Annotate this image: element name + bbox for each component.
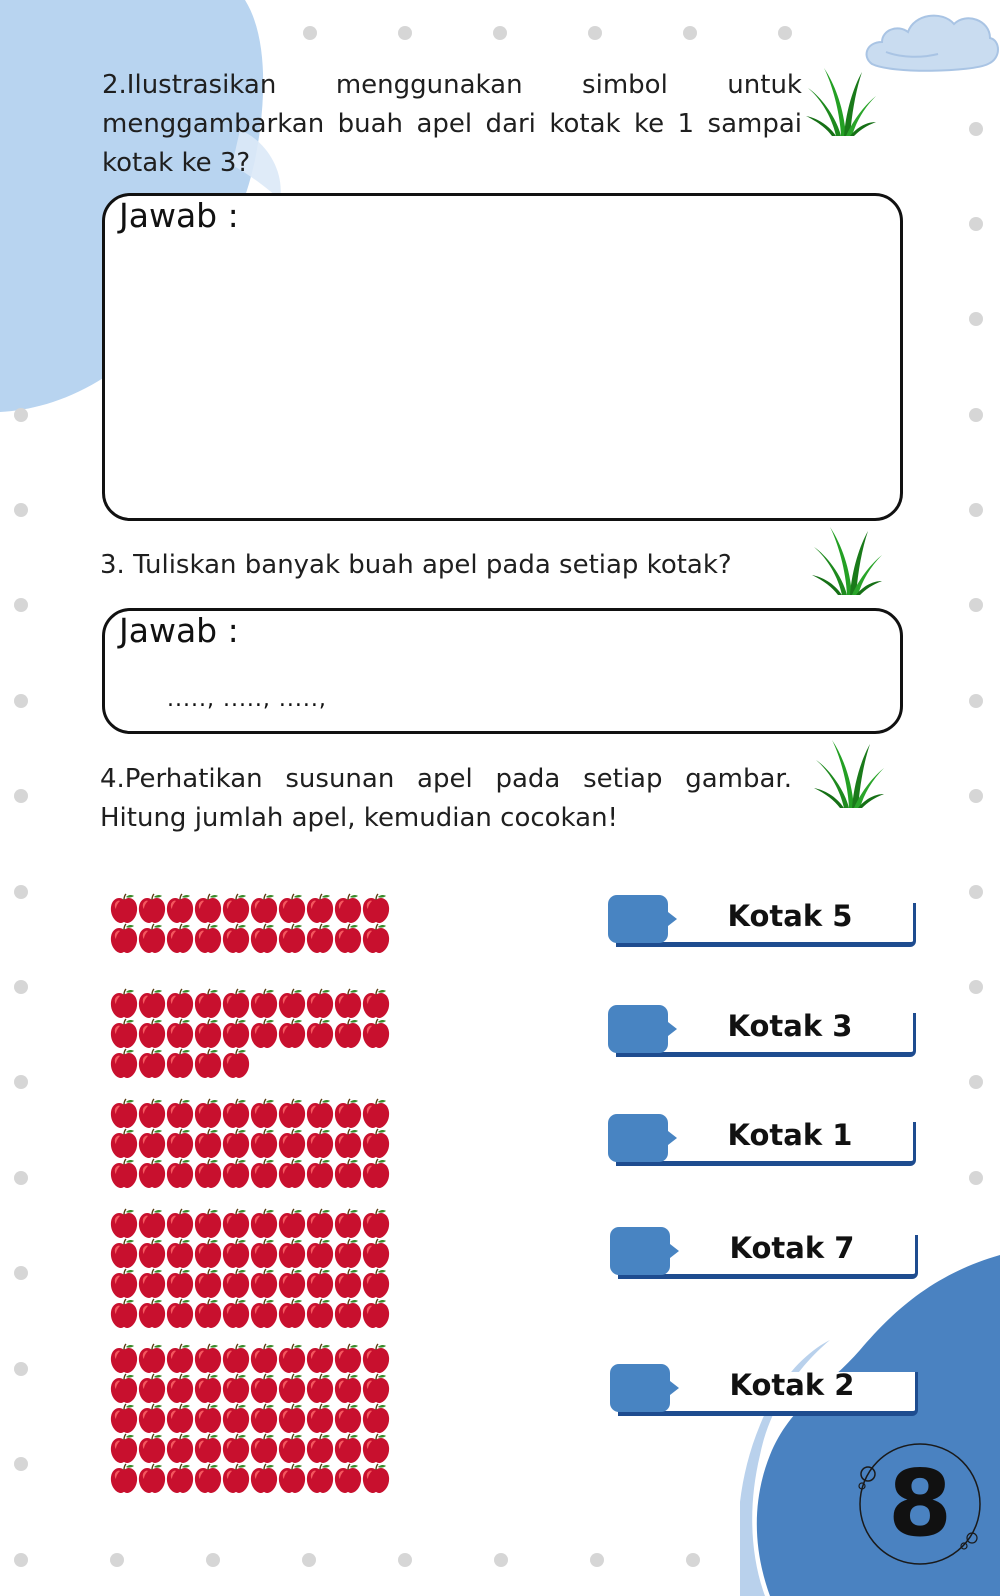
apple-icon [195,1099,221,1128]
apple-icon [195,1209,221,1238]
apple-icon [167,1019,193,1048]
apple-icon [167,1434,193,1463]
apple-icon [223,1129,249,1158]
apple-icon [335,1209,361,1238]
apple-icon [335,989,361,1018]
apple-icon [139,1464,165,1493]
apple-icon [251,989,277,1018]
apple-icon [279,1269,305,1298]
apple-icon [223,924,249,953]
apple-icon [363,989,389,1018]
apple-icon [363,1129,389,1158]
apple-icon [307,1374,333,1403]
match-label-kotak-3[interactable] [608,1005,918,1063]
apple-icon [139,1019,165,1048]
match-label-kotak-2[interactable] [610,1364,920,1422]
apple-icon [307,1099,333,1128]
apple-icon [307,1434,333,1463]
apple-icon [251,1269,277,1298]
apple-icon [139,1269,165,1298]
answer-label: Jawab : [119,196,239,235]
answer-label: Jawab : [119,611,239,650]
apple-icon [279,1374,305,1403]
apple-icon [363,1099,389,1128]
apple-icon [139,1099,165,1128]
apple-icon [195,1239,221,1268]
apple-icon [195,1299,221,1328]
apple-icon [167,1239,193,1268]
apple-icon [195,1019,221,1048]
apple-icon [251,1464,277,1493]
apple-icon [195,1374,221,1403]
apple-icon [279,1099,305,1128]
apple-icon [335,1404,361,1433]
apple-icon [335,1434,361,1463]
apple-icon [363,894,389,923]
apple-icon [251,1209,277,1238]
apple-icon [111,1299,137,1328]
match-label-text: Kotak 1 [727,1118,853,1152]
apple-icon [279,924,305,953]
match-label-kotak-1[interactable] [608,1114,918,1172]
apple-icon [223,1099,249,1128]
apple-icon [279,1404,305,1433]
apple-icon [251,1434,277,1463]
apple-icon [251,1099,277,1128]
apple-icon [111,1019,137,1048]
apple-icon [195,894,221,923]
apple-icon [363,1019,389,1048]
apple-icon [111,1404,137,1433]
match-label-kotak-7[interactable] [610,1227,920,1285]
apple-icon [167,1404,193,1433]
apple-icon [167,1374,193,1403]
apple-icon [111,1049,137,1078]
apple-icon [251,1019,277,1048]
apple-icon [167,1099,193,1128]
grass-icon [812,525,882,597]
apple-group-3 [110,1097,400,1193]
apple-icon [111,1464,137,1493]
apple-icon [223,1209,249,1238]
apple-icon [139,1344,165,1373]
apple-icon [195,1464,221,1493]
apple-icon [363,1159,389,1188]
apple-icon [167,1129,193,1158]
apple-icon [363,924,389,953]
question-2-text: 2.Ilustrasikan menggunakan simbol untuk menggambarkan buah apel dari kotak ke 1 sampai kotak ke 3? [102,70,802,178]
apple-icon [279,1434,305,1463]
apple-icon [335,1239,361,1268]
apple-icon [335,894,361,923]
apple-icon [279,1159,305,1188]
apple-icon [111,1239,137,1268]
apple-icon [335,1374,361,1403]
apple-icon [307,1239,333,1268]
apple-icon [307,1019,333,1048]
apple-icon [111,1159,137,1188]
apple-icon [195,1434,221,1463]
apple-icon [335,1159,361,1188]
apple-icon [363,1344,389,1373]
apple-icon [111,924,137,953]
apple-icon [279,1464,305,1493]
apple-icon [335,1344,361,1373]
page-number: 8 [887,1450,952,1557]
apple-icon [167,1299,193,1328]
apple-icon [307,1269,333,1298]
apple-icon [251,1129,277,1158]
apple-icon [363,1209,389,1238]
apple-icon [111,1344,137,1373]
apple-icon [251,1374,277,1403]
apple-icon [195,1049,221,1078]
question-3-text: 3. Tuliskan banyak buah apel pada setiap kotak? [100,550,732,580]
apple-icon [223,1434,249,1463]
apple-icon [223,1374,249,1403]
match-label-text: Kotak 3 [727,1009,853,1043]
apple-icon [279,1344,305,1373]
apple-icon [223,1404,249,1433]
apple-icon [195,1159,221,1188]
apple-icon [279,1209,305,1238]
apple-icon [335,1299,361,1328]
apple-icon [279,1299,305,1328]
apple-icon [195,989,221,1018]
answer-box-q3[interactable] [102,608,903,734]
apple-groups [110,892,400,1502]
apple-icon [167,989,193,1018]
apple-icon [223,1344,249,1373]
apple-icon [223,894,249,923]
apple-icon [111,1099,137,1128]
apple-icon [363,1464,389,1493]
apple-icon [307,924,333,953]
apple-icon [251,1344,277,1373]
apple-icon [167,1269,193,1298]
apple-icon [111,894,137,923]
apple-icon [223,1049,249,1078]
apple-icon [111,1209,137,1238]
apple-icon [335,924,361,953]
apple-icon [139,1159,165,1188]
apple-icon [195,924,221,953]
apple-icon [279,1129,305,1158]
match-label-text: Kotak 7 [729,1231,855,1265]
cloud-icon [862,2,1000,88]
question-4-text: 4.Perhatikan susunan apel pada setiap gambar. Hitung jumlah apel, kemudian cocokan! [100,764,792,833]
apple-icon [167,924,193,953]
apple-icon [307,894,333,923]
apple-icon [279,894,305,923]
apple-icon [307,989,333,1018]
apple-icon [307,1209,333,1238]
match-label-kotak-5[interactable] [608,895,918,953]
apple-icon [167,894,193,923]
apple-icon [223,1269,249,1298]
apple-icon [335,1464,361,1493]
apple-icon [307,1299,333,1328]
apple-icon [251,1239,277,1268]
apple-icon [307,1129,333,1158]
apple-icon [111,1269,137,1298]
apple-icon [363,1299,389,1328]
apple-icon [279,1239,305,1268]
apple-icon [223,1159,249,1188]
apple-icon [335,1269,361,1298]
apple-group-5 [110,1342,400,1498]
apple-icon [307,1159,333,1188]
apple-icon [223,1464,249,1493]
apple-icon [251,1159,277,1188]
apple-icon [335,1099,361,1128]
apple-icon [251,1299,277,1328]
apple-icon [139,1209,165,1238]
apple-group-2 [110,987,400,1083]
apple-icon [139,1239,165,1268]
apple-icon [167,1049,193,1078]
apple-icon [251,894,277,923]
apple-icon [195,1404,221,1433]
apple-icon [139,894,165,923]
apple-icon [111,1434,137,1463]
apple-icon [139,1049,165,1078]
apple-icon [363,1404,389,1433]
apple-icon [139,1404,165,1433]
apple-icon [195,1269,221,1298]
apple-icon [139,1434,165,1463]
apple-icon [363,1269,389,1298]
apple-icon [223,1299,249,1328]
apple-icon [139,924,165,953]
apple-icon [335,1019,361,1048]
apple-icon [363,1374,389,1403]
apple-icon [363,1239,389,1268]
apple-icon [111,1129,137,1158]
apple-icon [279,1019,305,1048]
apple-icon [167,1344,193,1373]
match-label-text: Kotak 2 [729,1368,855,1402]
apple-icon [279,989,305,1018]
answer-box-q2[interactable] [102,193,903,521]
apple-icon [167,1464,193,1493]
apple-group-4 [110,1207,400,1333]
apple-icon [139,989,165,1018]
apple-icon [251,924,277,953]
apple-icon [335,1129,361,1158]
grass-icon [806,66,876,138]
apple-icon [111,989,137,1018]
apple-icon [195,1344,221,1373]
apple-icon [363,1434,389,1463]
apple-icon [167,1159,193,1188]
apple-icon [139,1299,165,1328]
apple-icon [223,1239,249,1268]
grass-icon [814,738,884,810]
apple-icon [139,1129,165,1158]
apple-icon [111,1374,137,1403]
apple-group-1 [110,892,400,958]
apple-icon [307,1344,333,1373]
apple-icon [223,989,249,1018]
apple-icon [223,1019,249,1048]
apple-icon [307,1464,333,1493]
apple-icon [167,1209,193,1238]
answer-blanks: ....., ....., ....., [167,687,327,712]
apple-icon [139,1374,165,1403]
apple-icon [195,1129,221,1158]
match-label-text: Kotak 5 [727,899,853,933]
apple-icon [307,1404,333,1433]
apple-icon [251,1404,277,1433]
